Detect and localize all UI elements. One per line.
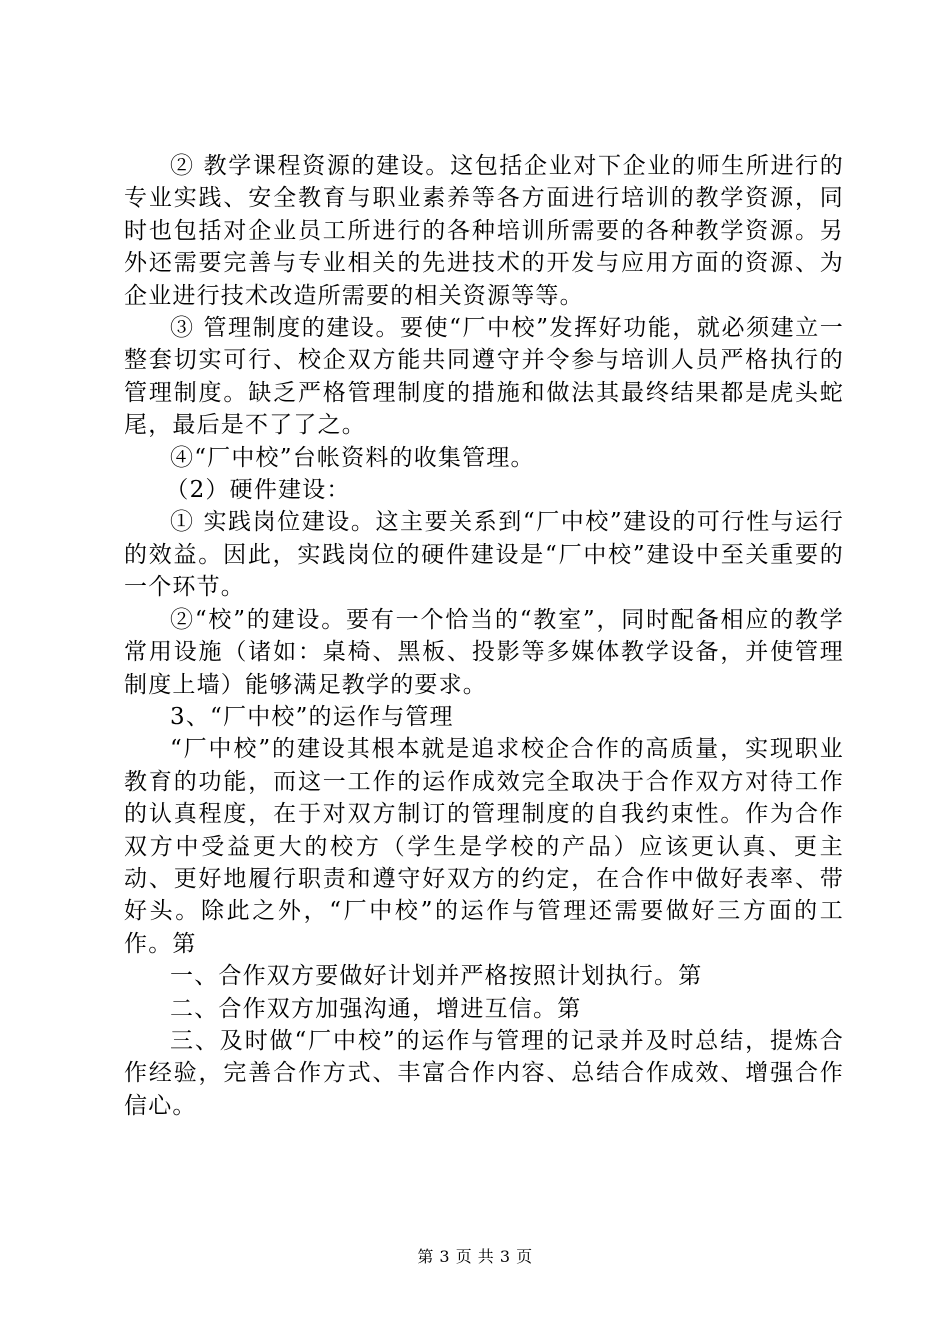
heading-hardware-construction: （2）硬件建设： [165, 477, 351, 504]
paragraph-ledger-materials: ④“厂中校”台帐资料的收集管理。 [170, 444, 535, 471]
paragraph-practice-posts: ① 实践岗位建设。这主要关系到“厂中校”建设的可行性与运行的效益。因此，实践岗位的硬件建设是“厂中校”建设中至关重要的一个环节。 [124, 509, 844, 601]
paragraph-operation-overview: “厂中校”的建设其根本就是追求校企合作的高质量，实现职业教育的功能，而这一工作的运作成效完全取决于合作双方对待工作的认真程度，在于对双方制订的管理制度的自我约束性。作为合作双方中受益更大的校方（学生是学校的产品）应该更认真、更主动、更好地履行职责和遵守好双方的约定，在合作中做好表率、带好头。除此之外，“厂中校”的运作与管理还需要做好三方面的工作。第 [124, 736, 844, 957]
paragraph-point-three: 三、及时做“厂中校”的运作与管理的记录并及时总结，提炼合作经验，完善合作方式、丰富合作内容、总结合作成效、增强合作信心。 [124, 1027, 844, 1119]
document-body [124, 150, 844, 1122]
paragraph-point-two: 二、合作双方加强沟通，增进互信。第 [170, 995, 582, 1022]
paragraph-management-system: ③ 管理制度的建设。要使“厂中校”发挥好功能，就必须建立一整套切实可行、校企双方能共同遵守并令参与培训人员严格执行的管理制度。缺乏严格管理制度的措施和做法其最终结果都是虎头蛇尾，最后是不了了之。 [124, 315, 844, 439]
page-footer: 第 3 页 共 3 页 [417, 1247, 533, 1266]
paragraph-school-construction: ②“校”的建设。要有一个恰当的“教室”，同时配备相应的教学常用设施（诸如：桌椅、黑板、投影等多媒体教学设备，并使管理制度上墙）能够满足教学的要求。 [124, 606, 844, 698]
paragraph-point-one: 一、合作双方要做好计划并严格按照计划执行。第 [170, 963, 703, 990]
heading-operation-management: 3、“厂中校”的运作与管理 [170, 703, 454, 730]
paragraph-course-resources: ② 教学课程资源的建设。这包括企业对下企业的师生所进行的专业实践、安全教育与职业素养等各方面进行培训的教学资源，同时也包括对企业员工所进行的各种培训所需要的各种教学资源。另外还需要完善与专业相关的先进技术的开发与应用方面的资源、为企业进行技术改造所需要的相关资源等等。 [124, 153, 844, 309]
